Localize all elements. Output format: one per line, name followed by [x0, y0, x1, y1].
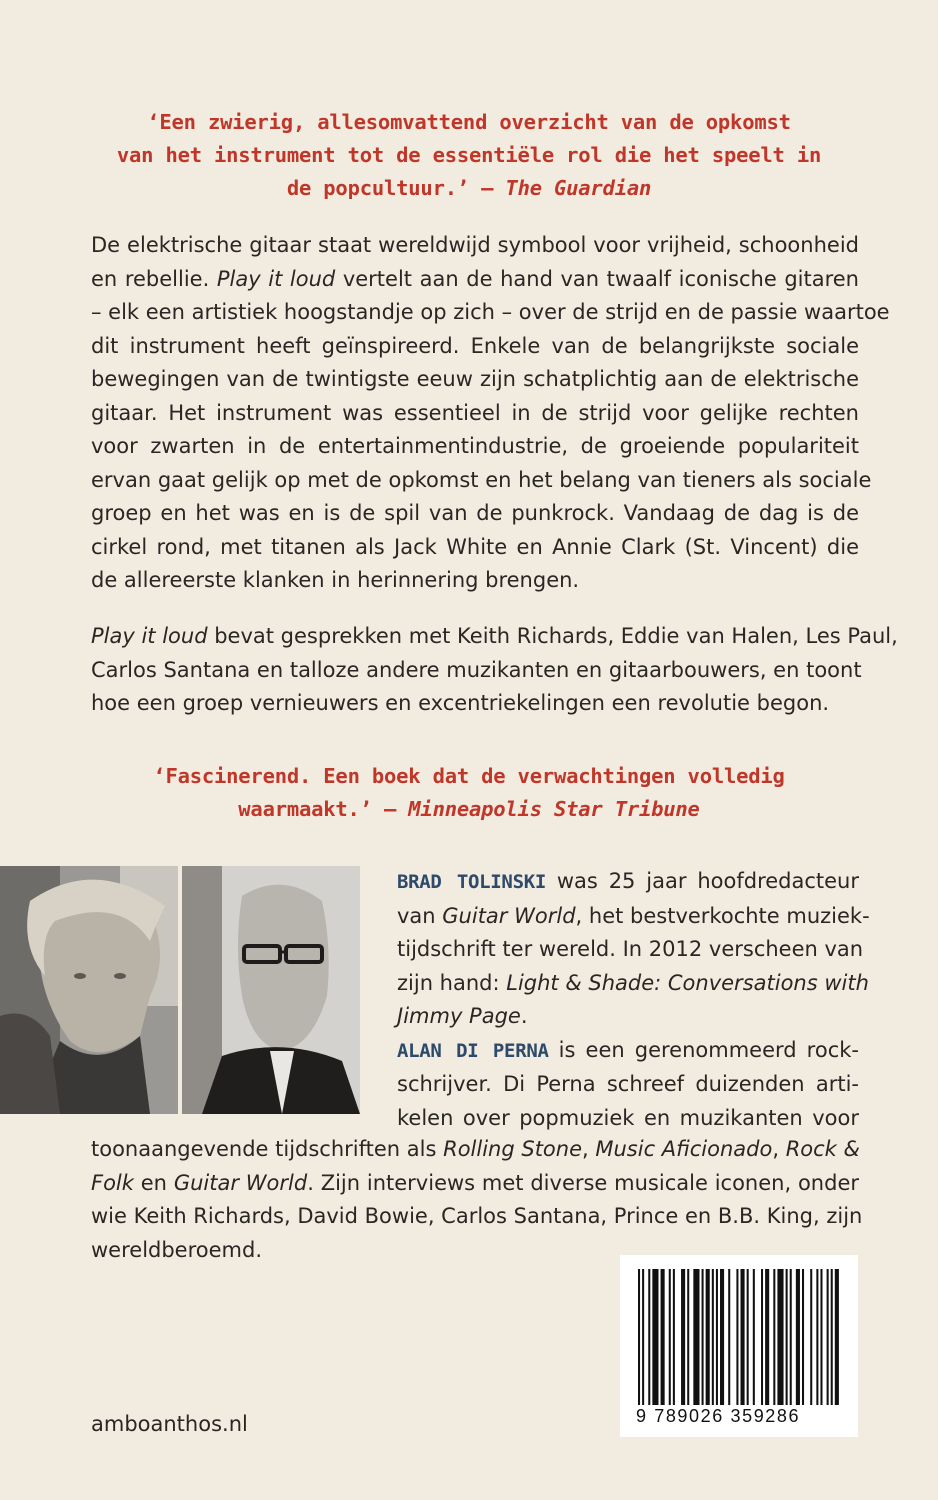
- barcode-bar: [831, 1269, 833, 1405]
- bio-block-upper: BRAD TOLINSKI was 25 jaar hoofdredacteur van Guitar World, het bestverkochte muziek- tijdschrift ter wereld. In 2012 verscheen van zijn hand: Light & Shade: Conversations with Jimmy Page. ALAN DI PERNA is een gerenommeerd rock- schrijver. Di Perna schreef duizenden arti- kelen over popmuziek en muzikanten voor: [397, 869, 870, 1130]
- barcode-bar: [648, 1269, 650, 1405]
- book-title: Play it loud: [216, 266, 336, 291]
- quote-star-tribune: [0, 760, 938, 826]
- barcode-bar: [669, 1269, 671, 1405]
- barcode-bar: [777, 1269, 783, 1405]
- barcode-bar: [728, 1269, 730, 1405]
- barcode-bar: [835, 1269, 839, 1405]
- author-photos: [0, 866, 360, 1114]
- author-name: BRAD TOLINSKI: [397, 871, 546, 893]
- quote-source: Minneapolis Star Tribune: [408, 797, 700, 821]
- book-title: Play it loud: [91, 624, 208, 648]
- barcode-bar: [642, 1269, 644, 1405]
- barcode-bar: [747, 1269, 749, 1405]
- barcode-bar: [706, 1269, 710, 1405]
- barcode-bar: [693, 1269, 699, 1405]
- barcode-bar: [712, 1269, 714, 1405]
- quote-line: ‘Fascinerend. Een boek dat de verwachtingen volledig: [153, 764, 785, 788]
- isbn-digits: 9 789026 359286: [636, 1406, 801, 1426]
- publisher-website: amboanthos.nl: [91, 1412, 248, 1436]
- barcode-bar: [681, 1269, 685, 1405]
- barcode-bar: [736, 1269, 738, 1405]
- barcode-bar: [673, 1269, 675, 1405]
- barcode-bar: [753, 1269, 755, 1405]
- author-photo-1: [0, 866, 178, 1114]
- barcode-bar: [765, 1269, 769, 1405]
- barcode-bar: [741, 1269, 745, 1405]
- barcode-bar: [661, 1269, 665, 1405]
- quote-line: de popcultuur.’ – The Guardian: [286, 176, 652, 200]
- barcode-bar: [720, 1269, 724, 1405]
- barcode-bar: [716, 1269, 718, 1405]
- barcode-bar: [810, 1269, 812, 1405]
- interviews-paragraph: Play it loud bevat gesprekken met Keith Richards, Eddie van Halen, Les Paul, Carlos Santana en talloze andere muzikanten en gitaarbouwers, en toont hoe een groep vernieuwers en excentriekelingen een revolutie begon.: [91, 624, 898, 715]
- barcode-bar: [652, 1269, 658, 1405]
- barcode-bar: [790, 1269, 792, 1405]
- barcode-bar: [796, 1269, 800, 1405]
- quote-line: ‘Een zwierig, allesomvattend overzicht van de opkomst: [147, 110, 791, 134]
- barcode-icon: [620, 1255, 858, 1437]
- quote-line: waarmaakt.’ – Minneapolis Star Tribune: [238, 797, 700, 821]
- barcode-bar: [827, 1269, 829, 1405]
- description-paragraph: De elektrische gitaar staat wereldwijd symbool voor vrijheid, schoonheid en rebellie. Play it loud vertelt aan de hand van twaalf iconische gitaren – elk een artistiek hoogstandje op zich – over de strijd en de passie waartoe dit instrument heeft geïnspireerd. Enkele van de belangrijkste sociale bewegingen van de twintigste eeuw zijn schatplichtig aan de elektrische gitaar. Het instrument was essentieel in de strijd voor gelijke rechten voor zwarten in de entertainmentindustrie, de groeiende populariteit ervan gaat gelijk op met de opkomst en het belang van tieners als sociale groep en het was en is de spil van de punkrock. Vandaag de dag is de cirkel rond, met titanen als Jack White en Annie Clark (St. Vincent) die de allereerste klanken in herinnering brengen.: [91, 233, 890, 592]
- barcode-bar: [802, 1269, 804, 1405]
- barcode-bar: [773, 1269, 775, 1405]
- author-photo-2: [182, 866, 360, 1114]
- bio-block-lower: toonaangevende tijdschriften als Rolling Stone, Music Aficionado, Rock & Folk en Guitar World. Zijn interviews met diverse musicale iconen, onder wie Keith Richards, David Bowie, Carlos Santana, Prince en B.B. King, zijn wereldberoemd.: [91, 1137, 863, 1262]
- barcode-bar: [820, 1269, 822, 1405]
- quote-line: van het instrument tot de essentiële rol die het speelt in: [116, 143, 822, 167]
- barcode-bar: [786, 1269, 788, 1405]
- quote-guardian: [0, 106, 938, 205]
- barcode-bar: [702, 1269, 704, 1405]
- barcode-bar: [761, 1269, 763, 1405]
- quote-source: The Guardian: [505, 176, 652, 200]
- author-name: ALAN DI PERNA: [397, 1039, 549, 1062]
- barcode-bar: [687, 1269, 689, 1405]
- barcode-bar: [638, 1269, 640, 1405]
- barcode-bar: [816, 1269, 818, 1405]
